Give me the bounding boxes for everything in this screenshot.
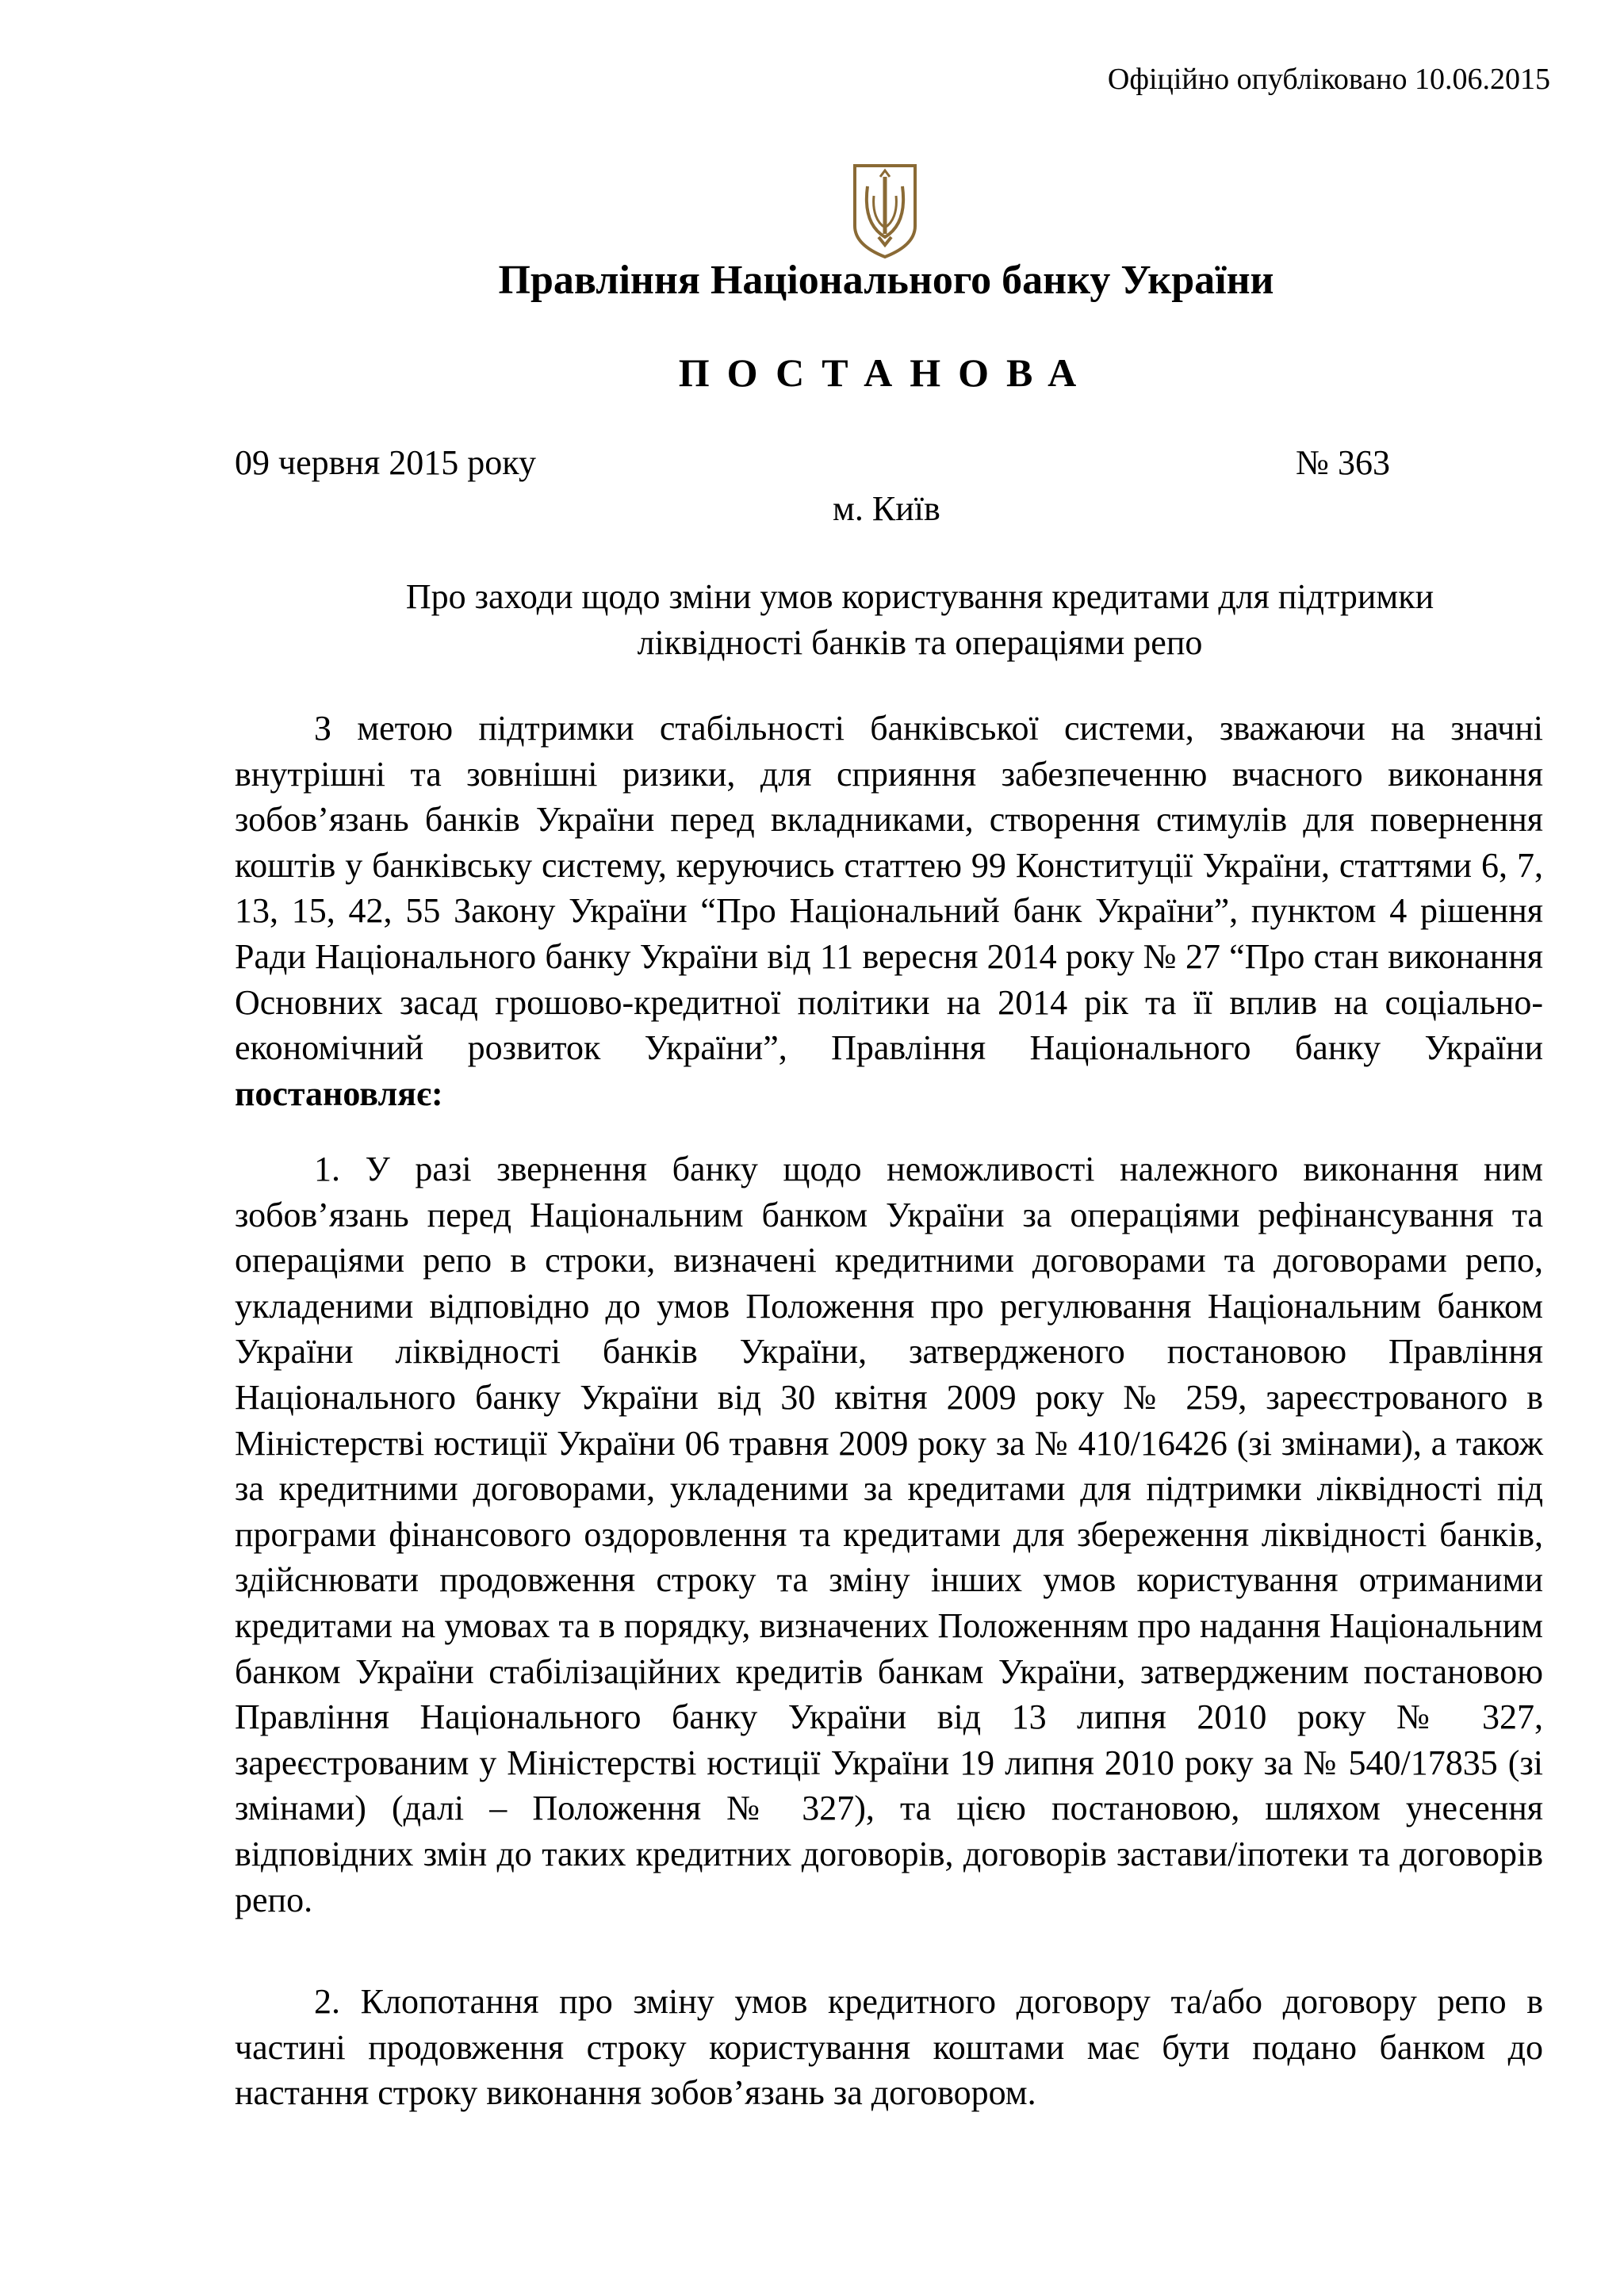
clause-1-paragraph: 1. У разі звернення банку щодо неможливості належного виконання ним зобов’язань перед Національним банком України за операціями рефінансування та операціями репо в строки, визначені кредитними договорами та договорами репо, укладеними відповідно до умов Положення про регулювання Національним банком України ліквідності банків України, затвердженого постановою Правління Національного банку України від 30 квітня 2009 року № 259, зареєстрованого в Міністерстві юстиції України 06 травня 2009 року за № 410/16426 (зі змінами), а також за кредитними договорами, укладеними за кредитами для підтримки ліквідності під програми фінансового оздоровлення та кредитами для збереження ліквідності банків, здійснювати продовження строку та зміну інших умов користування отриманими кредитами на умовах та в порядку, визначених Положенням про надання Національним банком України стабілізаційних кредитів банкам України, затвердженим постановою Правління Національного банку України від 13 липня 2010 року № 327, зареєстрованим у Міністерстві юстиції України 19 липня 2010 року за № 540/17835 (зі змінами) (далі – Положення № 327), та цією постановою, шляхом унесення відповідних змін до таких кредитних договорів, договорів застави/іпотеки та договорів репо. [235, 1150, 1543, 1919]
publication-note: Офіційно опубліковано 10.06.2015 [1107, 63, 1550, 96]
organization-title: Правління Національного банку України [498, 258, 1274, 303]
document-date: 09 червня 2015 року [235, 443, 536, 482]
preamble-paragraph [235, 706, 1543, 1116]
clause-2-paragraph: 2. Клопотання про зміну умов кредитного договору та/або договору репо в частині продовження строку користування коштами має бути подано банком до настання строку виконання зобов’язань за договором. [235, 1982, 1543, 2113]
resolves-keyword: постановляє: [235, 1073, 443, 1113]
document-city: м. Київ [833, 489, 940, 528]
preamble-text: З метою підтримки стабільності банківської системи, зважаючи на значні внутрішні та зовнішні ризики, для сприяння забезпеченню вчасного виконання зобов’язань банків України перед вкладниками, створення стимулів для повернення коштів у банківську систему, керуючись статтею 99 Конституції України, статтями 6, 7, 13, 15, 42, 55 Закону України “Про Національний банк України”, пунктом 4 рішення Ради Національного банку України від 11 вересня 2014 року № 27 “Про стан виконання Основних засад грошово-кредитної політики на 2014 рік та її вплив на соціально-економічний розвиток України”, Правління Національного банку України [235, 709, 1543, 1068]
document-type-heading: ПОСТАНОВА [678, 350, 1094, 395]
trident-coat-of-arms-icon [852, 163, 918, 259]
document-number: № 363 [1296, 443, 1390, 482]
document-subject: Про заходи щодо зміни умов користування кредитами для підтримки ліквідності банків та операціями репо [405, 577, 1434, 662]
